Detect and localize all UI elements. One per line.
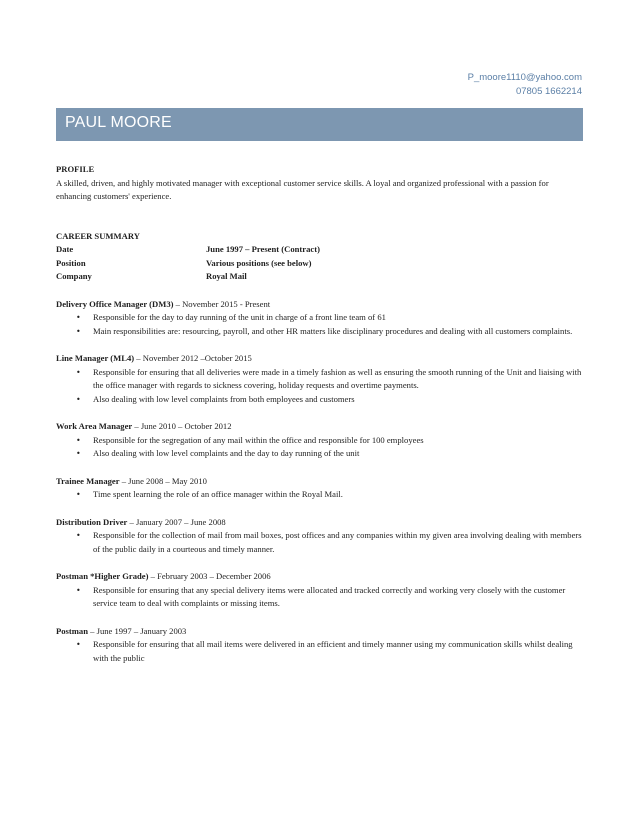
job-entry (56, 516, 583, 557)
job-title: Trainee Manager (56, 475, 120, 486)
job-title-line (56, 625, 583, 639)
job-bullets (56, 584, 583, 611)
list-item: • Also dealing with low level complaints and the day to day running of the unit (93, 447, 583, 461)
job-title-line (56, 352, 583, 366)
job-entry (56, 570, 583, 611)
profile-section (56, 163, 583, 204)
summary-value: June 1997 – Present (Contract) (206, 244, 320, 254)
list-item: • Responsible for the segregation of any mail within the office and responsible for 100 employees (93, 434, 583, 448)
job-dates: – November 2012 –October 2015 (134, 353, 252, 363)
job-bullets (56, 366, 583, 407)
job-dates: – June 2010 – October 2012 (132, 421, 232, 431)
job-entry (56, 420, 583, 461)
career-summary-section (56, 230, 583, 284)
job-bullets (56, 488, 583, 502)
summary-value: Royal Mail (206, 271, 247, 281)
job-title: Delivery Office Manager (DM3) (56, 298, 174, 309)
job-entry (56, 352, 583, 406)
profile-heading: PROFILE (56, 164, 95, 174)
summary-row-date (56, 243, 583, 257)
candidate-name: PAUL MOORE (65, 114, 172, 131)
job-entry (56, 625, 583, 666)
profile-text: A skilled, driven, and highly motivated manager with exceptional customer service skills. A loyal and organized professional with a passion for enhancing customers' experience. (56, 177, 549, 201)
job-entry (56, 298, 583, 339)
list-item: • Responsible for the day to day running of the unit in charge of a front line team of 61 (93, 311, 583, 325)
name-banner (56, 108, 583, 141)
job-bullets (56, 434, 583, 461)
list-item: • Responsible for ensuring that all mail items were delivered in an efficient and timely manner using my communication skills whilst dealing with the public (93, 638, 583, 665)
summary-row-company (56, 270, 583, 284)
list-item: • Responsible for ensuring that all deliveries were made in a timely fashion as well as ensuring the smooth running of the Unit and liaising with the office manager with regards to sickness covering, holiday requests and overtime payments. (93, 366, 583, 393)
job-dates: – June 1997 – January 2003 (88, 625, 187, 636)
job-title: Line Manager (ML4) (56, 353, 135, 363)
summary-row-position (56, 257, 583, 271)
job-title-line (56, 516, 583, 530)
job-bullets (56, 311, 583, 338)
job-title: Postman (56, 625, 88, 636)
summary-label: Date (56, 244, 74, 254)
list-item: • Main responsibilities are: resourcing, payroll, and other HR matters like disciplinary procedures and dealing with all customers complaints. (93, 325, 583, 339)
summary-label: Position (56, 257, 86, 268)
summary-label: Company (56, 271, 92, 281)
job-title-line (56, 298, 583, 312)
contact-phone: 07805 1662214 (515, 86, 582, 97)
list-item: • Responsible for ensuring that any special delivery items were allocated and tracked correctly and working very closely with the customer service team to deal with complaints or missing items. (93, 584, 583, 611)
job-title-line (56, 420, 583, 434)
contact-block (468, 71, 582, 99)
job-dates: – January 2007 – June 2008 (127, 516, 226, 527)
job-dates: – February 2003 – December 2006 (148, 571, 271, 581)
list-item: • Also dealing with low level complaints from both employees and customers (93, 393, 583, 407)
list-item: • Time spent learning the role of an office manager within the Royal Mail. (93, 488, 583, 502)
contact-email[interactable]: P_moore1110@yahoo.com (467, 72, 582, 83)
resume-body (56, 163, 583, 665)
job-bullets (56, 638, 583, 665)
job-title-line (56, 570, 583, 584)
career-summary-heading: CAREER SUMMARY (56, 230, 140, 241)
list-item: • Responsible for the collection of mail from mail boxes, post offices and any companies within my given area involving dealing with members of the public daily in a courteous and timely manner. (93, 529, 583, 556)
job-title: Postman *Higher Grade) (56, 571, 149, 581)
job-dates: – June 2008 – May 2010 (119, 475, 207, 486)
job-title: Distribution Driver (56, 516, 128, 527)
job-entry (56, 475, 583, 502)
job-bullets (56, 529, 583, 556)
summary-value: Various positions (see below) (206, 257, 312, 268)
job-dates: – November 2015 - Present (173, 298, 271, 309)
job-title-line (56, 475, 583, 489)
job-title: Work Area Manager (56, 421, 133, 431)
